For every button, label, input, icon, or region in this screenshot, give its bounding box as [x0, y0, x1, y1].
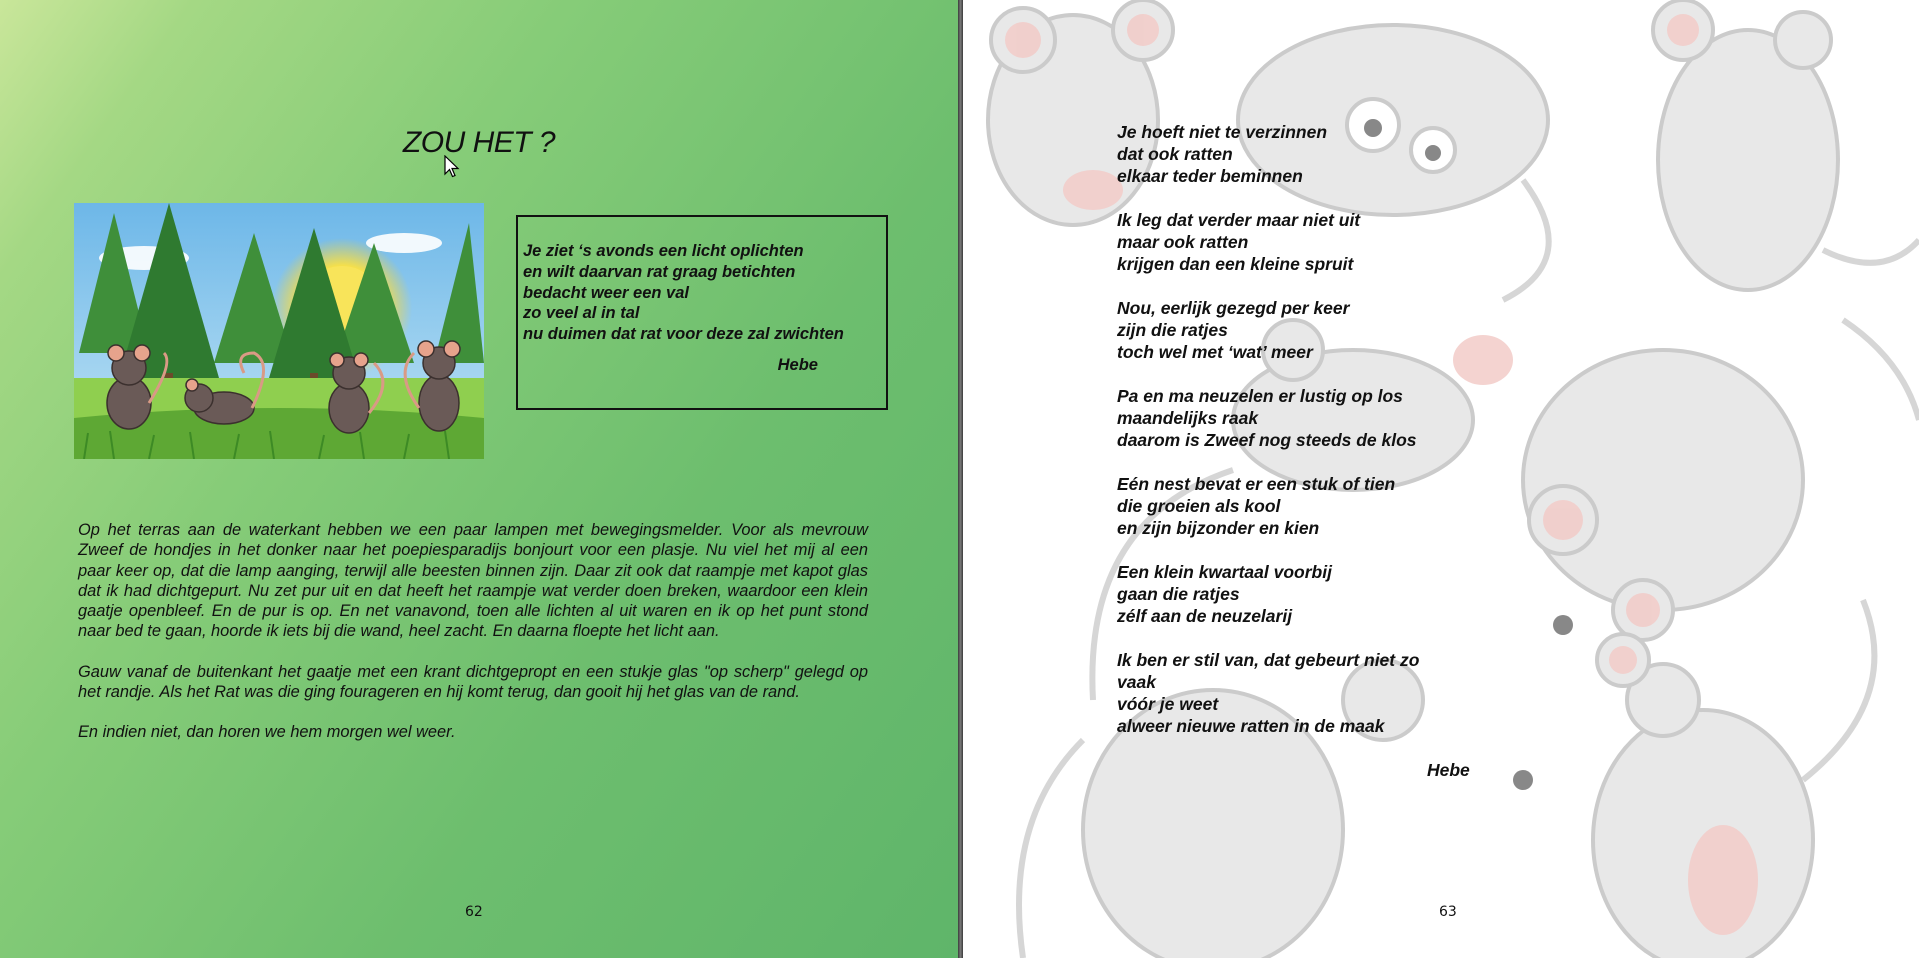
- poem-line: krijgen dan een kleine spruit: [1117, 254, 1354, 274]
- poem-line: maandelijks raak: [1117, 408, 1259, 428]
- page-title: ZOU HET ?: [402, 126, 556, 159]
- poem-line: gaan die ratjes: [1117, 584, 1240, 604]
- story-paragraph: Op het terras aan de waterkant hebben we een paar lampen met bewegingsmelder. Voor als mevrouw Zweef de hondjes in het donker naar het poepiesparadijs bonjourt voor een plasje. Nu viel het mij al een paar keer op, dat die lamp aanging, terwijl alle beesten binnen zijn. Daar zit ook dat raampje met kapot glas dat ik had dichtgepurt. Nu zet pur uit en dat heeft het raampje wat verder doen breken, waardoor een klein gaatje openbleef. En de pur is op. En net vanavond, toen alle lichten al uit waren en ik op het punt stond naar bed te gaan, hoorde ik iets bij die wand, heel zacht. En daarna floepte het licht aan.: [78, 521, 868, 641]
- poem-line: Ik leg dat verder maar niet uit: [1117, 210, 1361, 230]
- poem-line: zo veel al in tal: [523, 304, 640, 323]
- poem-line: dat ook ratten: [1117, 144, 1233, 164]
- right-poem: [1117, 121, 1537, 759]
- poem-line: zélf aan de neuzelarij: [1117, 606, 1293, 626]
- poem-line: Eén nest bevat er een stuk of tien: [1117, 474, 1396, 494]
- poem-line: Pa en ma neuzelen er lustig op los: [1117, 386, 1403, 406]
- poem-author: Hebe: [777, 355, 818, 374]
- page-number-left: 62: [465, 904, 483, 920]
- poem-author: Hebe: [1427, 760, 1470, 780]
- poem-line: en wilt daarvan rat graag betichten: [523, 262, 796, 281]
- poem-line: Ik ben er stil van, dat gebeurt niet zo: [1117, 650, 1420, 670]
- page-number-right: 63: [1439, 904, 1457, 920]
- poem-line: toch wel met ‘wat’ meer: [1117, 342, 1313, 362]
- poem-line: Je ziet ‘s avonds een licht oplichten: [523, 242, 804, 260]
- poem-stanza: [1117, 209, 1537, 275]
- poem-line: alweer nieuwe ratten in de maak: [1117, 716, 1385, 736]
- poem-stanza: [1117, 385, 1537, 451]
- poem-line: maar ook ratten: [1117, 232, 1249, 252]
- poem-line: nu duimen dat rat voor deze zal zwichten: [523, 325, 844, 344]
- story-paragraph: Gauw vanaf de buitenkant het gaatje met een krant dichtgepropt en een stukje glas "op scherp" gelegd op het randje. Als het Rat was die ging fourageren en hij komt terug, dan gooit hij het glas van de rand.: [78, 662, 868, 702]
- poem-line: vóór je weet: [1117, 694, 1219, 714]
- poem-stanza: [1117, 121, 1537, 187]
- poem-line: zijn die ratjes: [1117, 320, 1228, 340]
- left-page: [0, 0, 958, 958]
- poem-box: [516, 215, 888, 410]
- story-text: [78, 520, 868, 763]
- right-page: [963, 0, 1919, 958]
- poem-line: en zijn bijzonder en kien: [1117, 518, 1320, 538]
- mouse-cursor-icon: [444, 155, 460, 179]
- poem-line: daarom is Zweef nog steeds de klos: [1117, 430, 1417, 450]
- poem-stanza: [1117, 473, 1537, 539]
- poem-line: Nou, eerlijk gezegd per keer: [1117, 298, 1350, 318]
- poem-line: bedacht weer een val: [523, 283, 689, 302]
- poem-stanza: [1117, 561, 1537, 627]
- poem-stanza: [1117, 297, 1537, 363]
- poem-stanza: [1117, 649, 1537, 737]
- poem-line: vaak: [1117, 672, 1156, 692]
- poem-line: Je hoeft niet te verzinnen: [1117, 122, 1328, 142]
- poem-line: elkaar teder beminnen: [1117, 166, 1303, 186]
- story-paragraph: En indien niet, dan horen we hem morgen wel weer.: [78, 723, 456, 742]
- poem-line: die groeien als kool: [1117, 496, 1281, 516]
- poem-line: Een klein kwartaal voorbij: [1117, 562, 1332, 582]
- forest-rats-illustration: [74, 203, 484, 459]
